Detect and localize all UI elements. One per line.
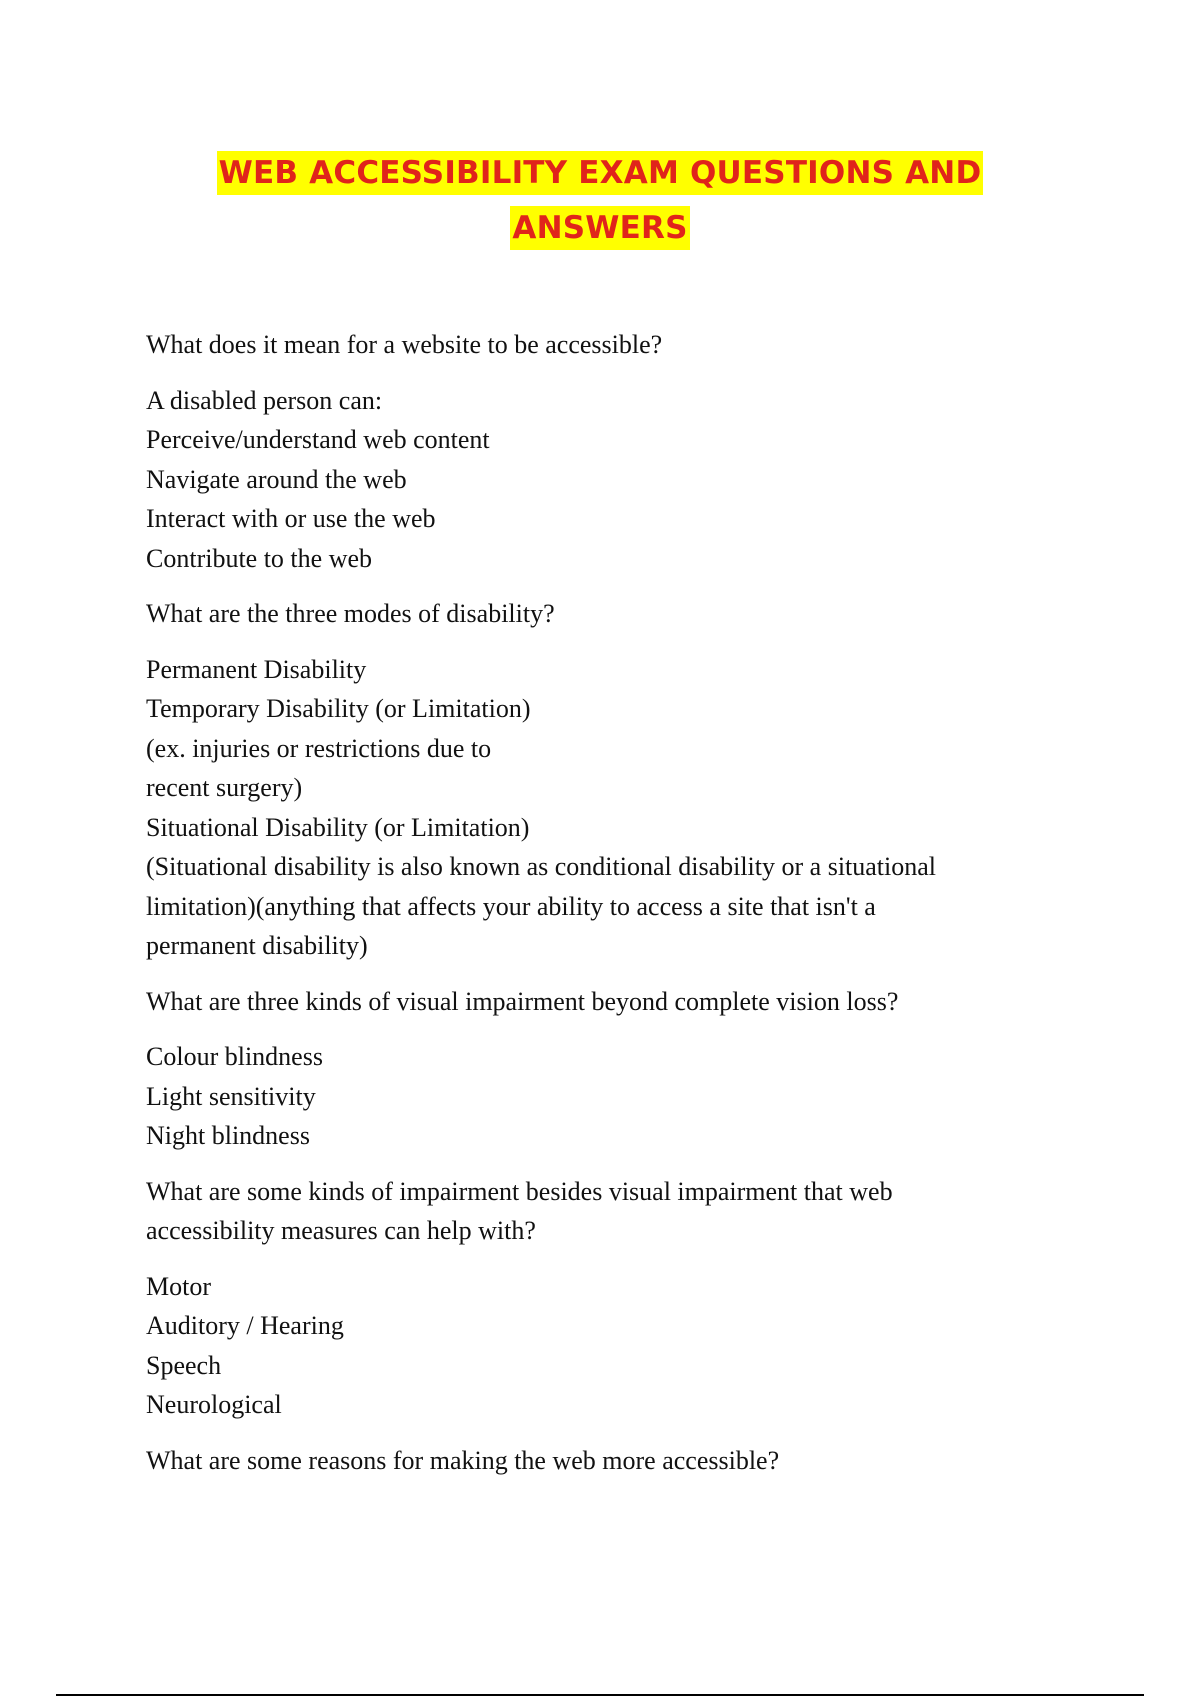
answer-line: Auditory / Hearing bbox=[146, 1311, 344, 1340]
answer-3 bbox=[146, 1037, 1046, 1156]
answer-line: Contribute to the web bbox=[146, 543, 373, 573]
question-2 bbox=[146, 594, 1046, 634]
question-line: accessibility measures can help with? bbox=[146, 1216, 536, 1245]
answer-line: Perceive/understand web content bbox=[146, 425, 490, 454]
answer-line: (Situational disability is also known as conditional disability or a situational bbox=[146, 852, 937, 881]
document-title bbox=[0, 146, 1200, 256]
question-4 bbox=[146, 1172, 1046, 1251]
answer-2 bbox=[146, 650, 1046, 966]
question-5 bbox=[146, 1441, 1046, 1481]
answer-4 bbox=[146, 1267, 1046, 1425]
question-1 bbox=[146, 325, 1046, 365]
answer-line: Neurological bbox=[146, 1390, 282, 1419]
answer-line: permanent disability) bbox=[146, 931, 368, 960]
question-line: What are some reasons for making the web more accessible? bbox=[146, 1445, 780, 1475]
answer-line: Night blindness bbox=[146, 1121, 310, 1150]
answer-line: Speech bbox=[146, 1350, 222, 1380]
answer-line: (ex. injuries or restrictions due to bbox=[146, 733, 492, 763]
question-line: What are the three modes of disability? bbox=[146, 599, 555, 628]
qa-content bbox=[146, 325, 1046, 1496]
answer-1 bbox=[146, 381, 1046, 579]
question-line: What are three kinds of visual impairment beyond complete vision loss? bbox=[146, 986, 899, 1016]
answer-line: Colour blindness bbox=[146, 1042, 323, 1071]
question-line: What are some kinds of impairment besides visual impairment that web bbox=[146, 1176, 893, 1206]
question-line: What does it mean for a website to be accessible? bbox=[146, 330, 663, 359]
question-3 bbox=[146, 982, 1046, 1022]
answer-line: Motor bbox=[146, 1271, 211, 1301]
footer-divider bbox=[56, 1694, 1144, 1696]
answer-line: limitation)(anything that affects your ability to access a site that isn't a bbox=[146, 891, 876, 921]
answer-line: Navigate around the web bbox=[146, 464, 407, 494]
title-line-2: ANSWERS bbox=[510, 206, 689, 250]
answer-line: Temporary Disability (or Limitation) bbox=[146, 694, 531, 723]
answer-line: Situational Disability (or Limitation) bbox=[146, 812, 530, 842]
answer-line: Interact with or use the web bbox=[146, 504, 436, 533]
answer-line: A disabled person can: bbox=[146, 385, 383, 415]
title-line-1: WEB ACCESSIBILITY EXAM QUESTIONS AND bbox=[217, 151, 984, 195]
answer-line: Light sensitivity bbox=[146, 1081, 316, 1111]
answer-line: recent surgery) bbox=[146, 773, 303, 802]
answer-line: Permanent Disability bbox=[146, 654, 367, 684]
